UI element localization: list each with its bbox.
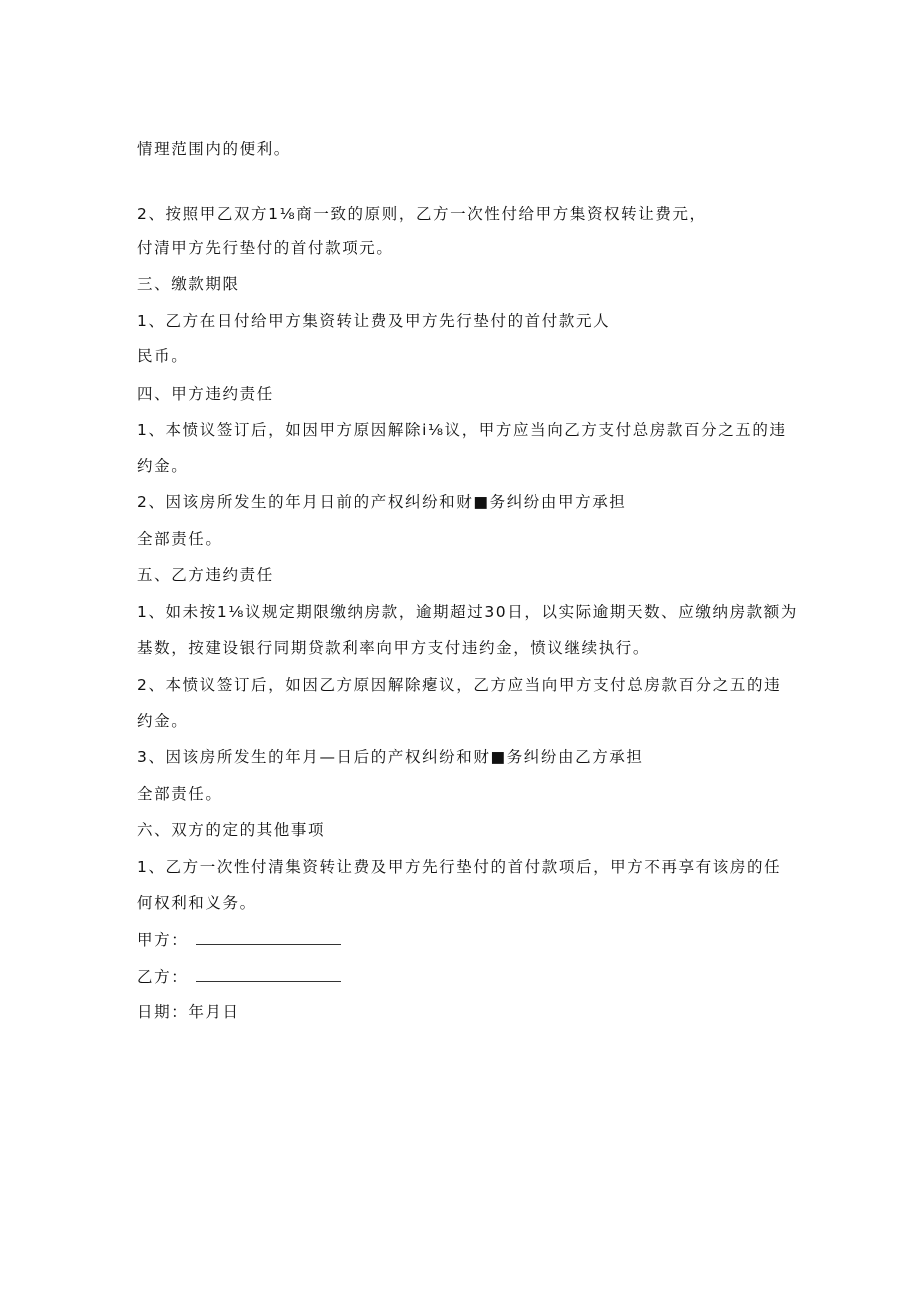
section-heading: 四、甲方违约责任 [137,385,274,403]
text-line: 3、因该房所发生的年月—日后的产权纠纷和财■务纠纷由乙方承担 [137,748,644,766]
party-b-signature [137,967,341,987]
text-line: 全部责任。 [137,530,223,548]
party-b-signature-line [196,967,341,982]
text-line: 情理范围内的便利。 [137,140,291,158]
text-line: 1、如未按1⅛议规定期限缴纳房款，逾期超过30日，以实际逾期天数、应缴纳房款额为 [137,603,798,621]
text-line: 2、按照甲乙双方1⅛商一致的原则，乙方一次性付给甲方集资权转让费元， [137,205,707,223]
date-label: 日期： [137,1003,189,1021]
text-line: 付清甲方先行垫付的首付款项元。 [137,239,394,257]
party-a-signature-line [196,930,341,945]
text-line: 全部责任。 [137,785,223,803]
party-b-label: 乙方： [137,968,189,986]
text-line: 1、乙方在日付给甲方集资转让费及甲方先行垫付的首付款元人 [137,312,611,330]
text-line: 基数，按建设银行同期贷款利率向甲方支付违约金，愤议继续执行。 [137,639,651,657]
text-line: 2、本愤议签订后，如因乙方原因解除瘪议，乙方应当向甲方支付总房款百分之五的违 [137,676,782,694]
section-heading: 六、双方的定的其他事项 [137,821,326,839]
party-a-signature [137,930,341,950]
text-line: 2、因该房所发生的年月日前的产权纠纷和财■务纠纷由甲方承担 [137,493,627,511]
date-line [137,1002,240,1022]
party-a-label: 甲方： [137,931,189,949]
text-line: 何权利和义务。 [137,894,257,912]
section-heading: 五、乙方违约责任 [137,566,274,584]
section-heading: 三、缴款期限 [137,275,240,293]
text-line: 1、乙方一次性付清集资转让费及甲方先行垫付的首付款项后，甲方不再享有该房的任 [137,858,782,876]
text-line: 约金。 [137,457,189,475]
date-value: 年月日 [188,1003,240,1021]
text-line: 约金。 [137,712,189,730]
text-line: 民币。 [137,347,189,365]
text-line: 1、本愤议签订后，如因甲方原因解除i⅛议，甲方应当向乙方支付总房款百分之五的违 [137,421,787,439]
